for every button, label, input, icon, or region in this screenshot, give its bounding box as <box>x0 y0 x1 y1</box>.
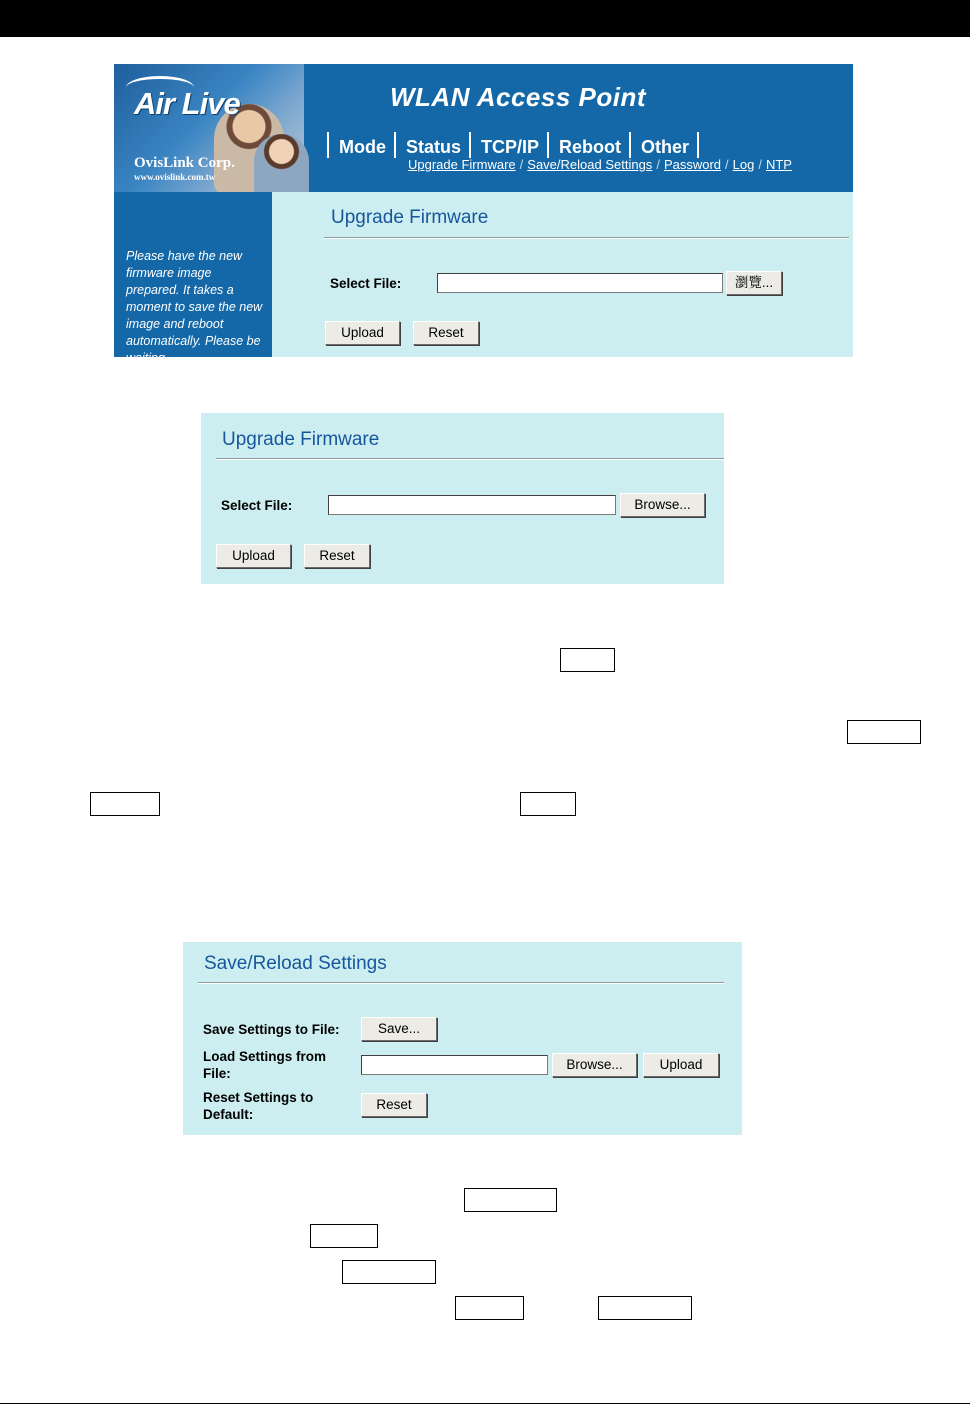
help-sidebar <box>114 192 272 365</box>
save-button[interactable]: Save... <box>361 1017 437 1041</box>
page-title: Upgrade Firmware <box>331 207 489 228</box>
link-password[interactable]: Password <box>663 157 722 172</box>
reset-button[interactable]: Reset <box>304 544 370 568</box>
inline-button-reference <box>464 1188 557 1212</box>
logo-url-text: www.ovislink.com.tw <box>134 172 216 182</box>
title-divider <box>198 982 724 984</box>
upload-button[interactable]: Upload <box>325 321 400 345</box>
logo-brand-text: Air Live <box>134 86 240 121</box>
select-file-label: Select File: <box>221 498 293 513</box>
settings-file-input[interactable] <box>361 1055 548 1075</box>
inline-button-reference <box>847 720 921 744</box>
reset-button[interactable]: Reset <box>413 321 479 345</box>
select-file-label: Select File: <box>330 276 402 291</box>
browse-button[interactable]: Browse... <box>552 1053 637 1077</box>
load-settings-label <box>203 1048 326 1082</box>
browse-button[interactable]: 瀏覽... <box>726 271 782 295</box>
reset-button[interactable]: Reset <box>361 1093 427 1117</box>
inline-button-reference <box>342 1260 436 1284</box>
upload-button[interactable]: Upload <box>216 544 291 568</box>
link-separator: / <box>758 157 762 172</box>
page-footer-rule <box>0 1403 970 1404</box>
reset-default-label-line2: Default: <box>203 1107 254 1122</box>
title-divider <box>324 237 849 239</box>
app-title: WLAN Access Point <box>390 82 647 112</box>
inline-button-reference <box>560 648 615 672</box>
link-ntp[interactable]: NTP <box>765 157 792 172</box>
link-upgrade-firmware[interactable]: Upgrade Firmware <box>408 157 516 172</box>
tab-other[interactable]: Other <box>629 132 699 158</box>
link-separator: / <box>725 157 729 172</box>
firmware-upgrade-screenshot <box>114 64 853 365</box>
sub-nav-links <box>408 157 792 172</box>
panel-title: Upgrade Firmware <box>222 429 380 450</box>
page-header-bar <box>0 0 970 37</box>
inline-button-reference <box>90 792 160 816</box>
load-settings-label-line1: Load Settings from <box>203 1049 327 1064</box>
title-divider <box>216 458 724 460</box>
file-path-input[interactable] <box>437 273 723 293</box>
reset-default-label-line1: Reset Settings to <box>203 1090 314 1105</box>
inline-button-reference <box>598 1296 692 1320</box>
upgrade-firmware-panel <box>201 413 724 584</box>
link-separator: / <box>656 157 660 172</box>
help-text: Please have the new firmware image prepared. It takes a moment to save the new image and reboot automatically. Please be waiting. <box>126 249 263 365</box>
logo-corp-text: OvisLink Corp. <box>134 155 235 171</box>
inline-button-reference <box>310 1224 378 1248</box>
tab-mode[interactable]: Mode <box>327 132 394 158</box>
inline-button-reference <box>455 1296 524 1320</box>
file-path-input[interactable] <box>328 495 616 515</box>
load-settings-label-line2: File: <box>203 1066 231 1081</box>
upload-button[interactable]: Upload <box>643 1053 719 1077</box>
save-settings-label: Save Settings to File: <box>203 1022 340 1037</box>
tab-tcpip[interactable]: TCP/IP <box>469 132 547 158</box>
brand-logo <box>114 64 304 192</box>
reset-default-label <box>203 1089 313 1123</box>
link-separator: / <box>519 157 524 172</box>
browse-button[interactable]: Browse... <box>620 493 705 517</box>
save-reload-settings-panel <box>183 942 742 1135</box>
link-save-reload-settings[interactable]: Save/Reload Settings <box>527 157 653 172</box>
link-log[interactable]: Log <box>732 157 755 172</box>
panel-title: Save/Reload Settings <box>204 953 387 974</box>
content-area <box>272 192 853 357</box>
tab-status[interactable]: Status <box>394 132 469 158</box>
inline-button-reference <box>520 792 576 816</box>
main-nav-tabs <box>327 132 699 158</box>
tab-reboot[interactable]: Reboot <box>547 132 629 158</box>
